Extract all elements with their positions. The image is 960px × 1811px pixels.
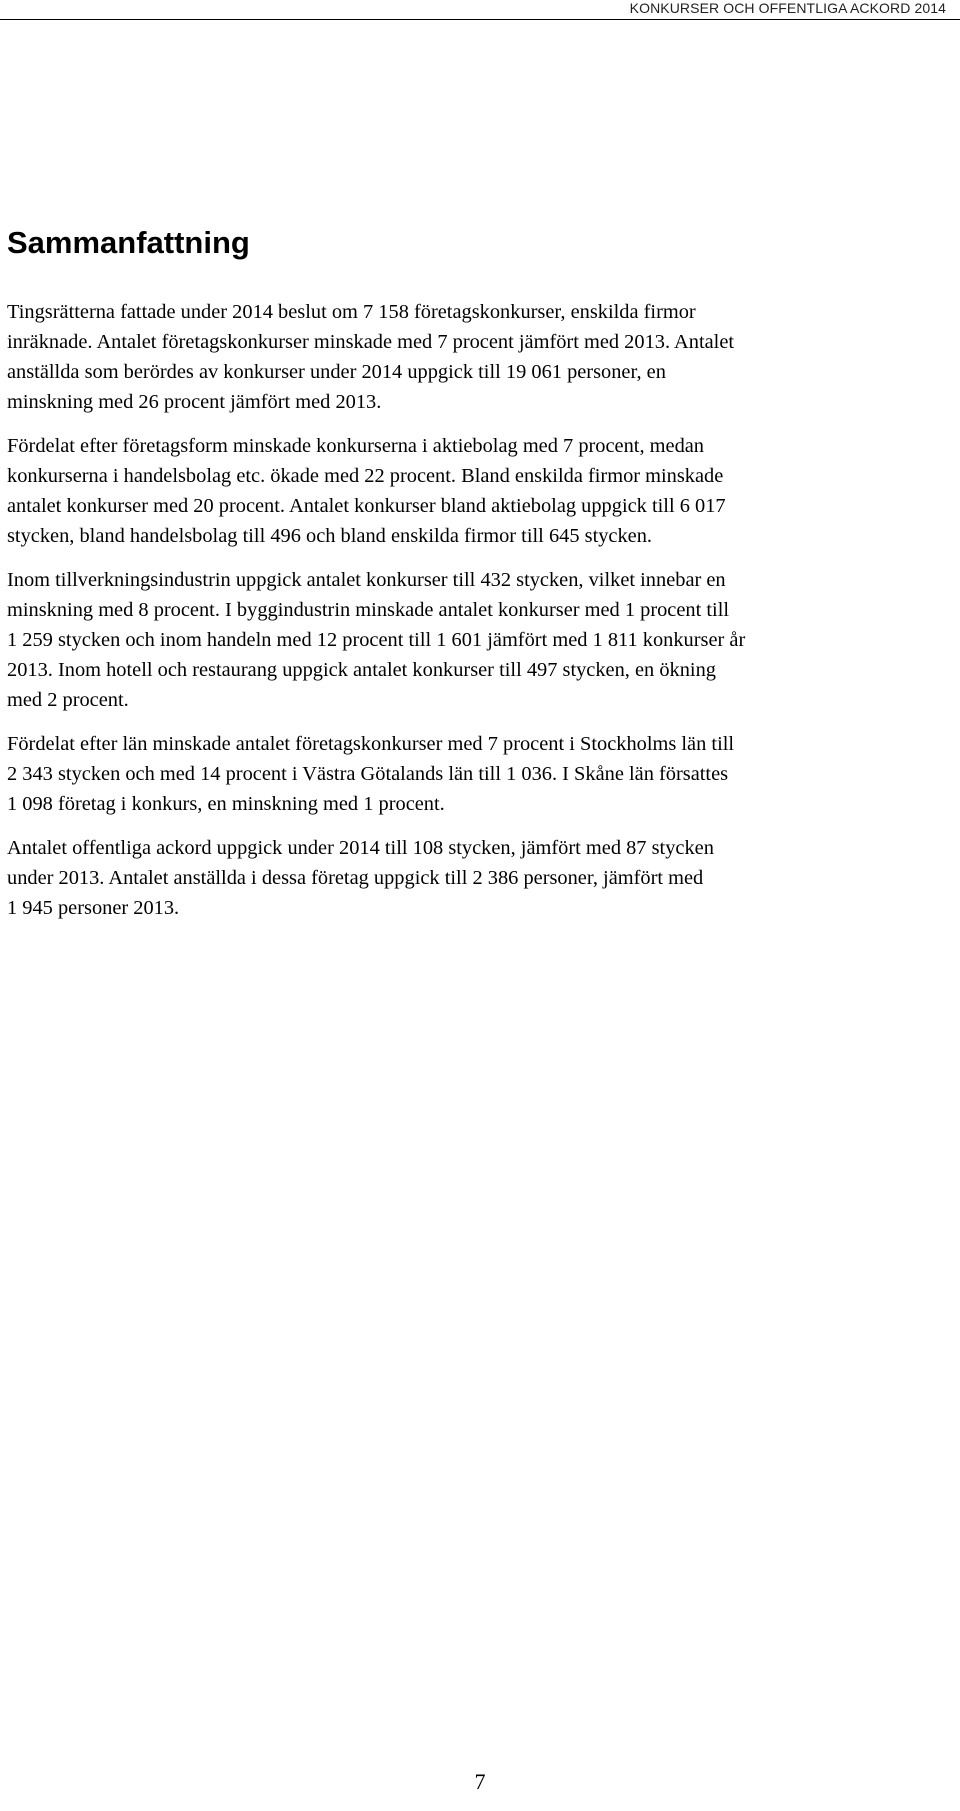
paragraph-industry: Inom tillverkningsindustrin uppgick antalet konkurser till 432 stycken, vilket innebar en minskning med 8 procent. I byggindustrin minskade antalet konkurser med 1 procent till 1 259 stycken och inom handeln med 12 procent till 1 601 jämfört med 1 811 konkurser år 2013. Inom hotell och restaurang uppgick antalet konkurser till 497 stycken, en ökning med 2 procent. bbox=[7, 569, 746, 711]
running-header: KONKURSER OCH OFFENTLIGA ACKORD 2014 bbox=[629, 0, 946, 16]
section-title: Sammanfattning bbox=[7, 225, 250, 260]
paragraph-public-composition: Antalet offentliga ackord uppgick under 2014 till 108 stycken, jämfört med 87 stycken under 2013. Antalet anställda i dessa företag uppgick till 2 386 personer, jämfört med 1 945 personer 2013. bbox=[7, 837, 714, 919]
paragraph-county: Fördelat efter län minskade antalet företagskonkurser med 7 procent i Stockholms län till 2 343 stycken och med 14 procent i Västra Götalands län till 1 036. I Skåne län försattes 1 098 företag i konkurs, en minskning med 1 procent. bbox=[7, 733, 735, 815]
paragraph-overview: Tingsrätterna fattade under 2014 beslut om 7 158 företagskonkurser, enskilda firmor inräknade. Antalet företagskonkurser minskade med 7 procent jämfört med 2013. Antalet anställda som berördes av konkurser under 2014 uppgick till 19 061 personer, en minskning med 26 procent jämfört med 2013. bbox=[7, 301, 735, 413]
header-rule bbox=[0, 19, 960, 20]
paragraph-company-form: Fördelat efter företagsform minskade konkurserna i aktiebolag med 7 procent, medan konkurserna i handelsbolag etc. ökade med 22 procent. Bland enskilda firmor minskade antalet konkurser med 20 procent. Antalet konkurser bland aktiebolag uppgick till 6 017 stycken, bland handelsbolag till 496 och bland enskilda firmor till 645 stycken. bbox=[7, 435, 726, 547]
page-number: 7 bbox=[474, 1769, 486, 1794]
summary-body bbox=[7, 297, 932, 937]
